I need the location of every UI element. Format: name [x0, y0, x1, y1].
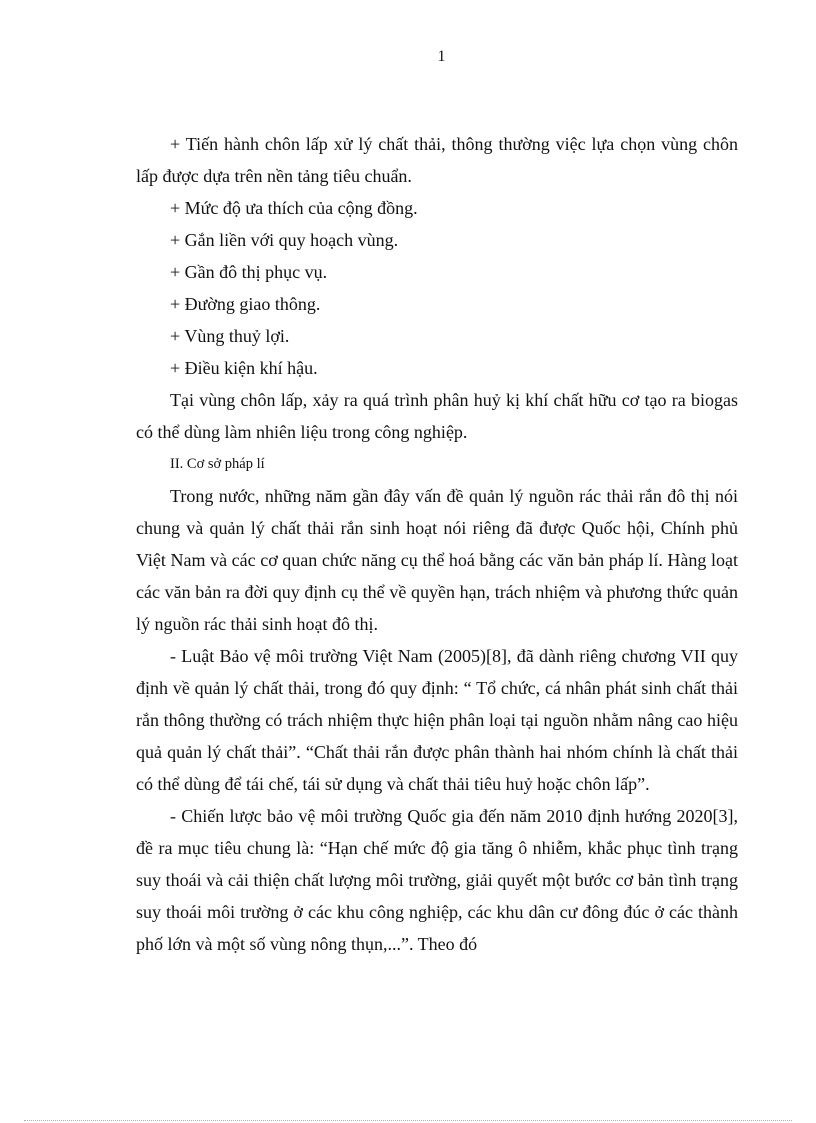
- document-body: [136, 128, 738, 960]
- paragraph: Trong nước, những năm gần đây vấn đề quản lý nguồn rác thải rắn đô thị nói chung và quản lý chất thải rắn sinh hoạt nói riêng đã được Quốc hội, Chính phủ Việt Nam và các cơ quan chức năng cụ thể hoá bằng các văn bản pháp lí. Hàng loạt các văn bản ra đời quy định cụ thể về quyền hạn, trách nhiệm và phương thức quản lý nguồn rác thải sinh hoạt đô thị.: [136, 486, 738, 634]
- list-item: + Vùng thuỷ lợi.: [170, 326, 290, 346]
- list-item: + Điều kiện khí hậu.: [170, 358, 318, 378]
- list-item: + Gần đô thị phục vụ.: [170, 262, 328, 282]
- list-item: + Gắn liền với quy hoạch vùng.: [170, 230, 399, 250]
- paragraph: - Chiến lược bảo vệ môi trường Quốc gia đến năm 2010 định hướng 2020[3], đề ra mục tiêu chung là: “Hạn chế mức độ gia tăng ô nhiễm, khắc phục tình trạng suy thoái và cải thiện chất lượng môi trường, giải quyết một bước cơ bản tình trạng suy thoái môi trường ở các khu công nghiệp, các khu dân cư đông đúc ở các thành phố lớn và một số vùng nông thụn,...”. Theo đó: [136, 806, 738, 954]
- paragraph: - Luật Bảo vệ môi trường Việt Nam (2005)[8], đã dành riêng chương VII quy định về quản lý chất thải, trong đó quy định: “ Tổ chức, cá nhân phát sinh chất thải rắn thông thường có trách nhiệm thực hiện phân loại tại nguồn nhằm nâng cao hiệu quả quản lý chất thải”. “Chất thải rắn được phân thành hai nhóm chính là chất thải có thể dùng để tái chế, tái sử dụng và chất thải tiêu huỷ hoặc chôn lấp”.: [136, 646, 738, 794]
- list-item: + Đường giao thông.: [170, 294, 321, 314]
- page-bottom-divider: [24, 1120, 792, 1121]
- list-item: + Mức độ ưa thích của cộng đồng.: [170, 198, 418, 218]
- page-number: 1: [437, 48, 446, 65]
- section-heading: II. Cơ sở pháp lí: [170, 456, 265, 472]
- paragraph: + Tiến hành chôn lấp xử lý chất thải, thông thường việc lựa chọn vùng chôn lấp được dựa trên nền tảng tiêu chuẩn.: [136, 134, 738, 186]
- paragraph: Tại vùng chôn lấp, xảy ra quá trình phân huỷ kị khí chất hữu cơ tạo ra biogas có thể dùng làm nhiên liệu trong công nghiệp.: [136, 390, 738, 442]
